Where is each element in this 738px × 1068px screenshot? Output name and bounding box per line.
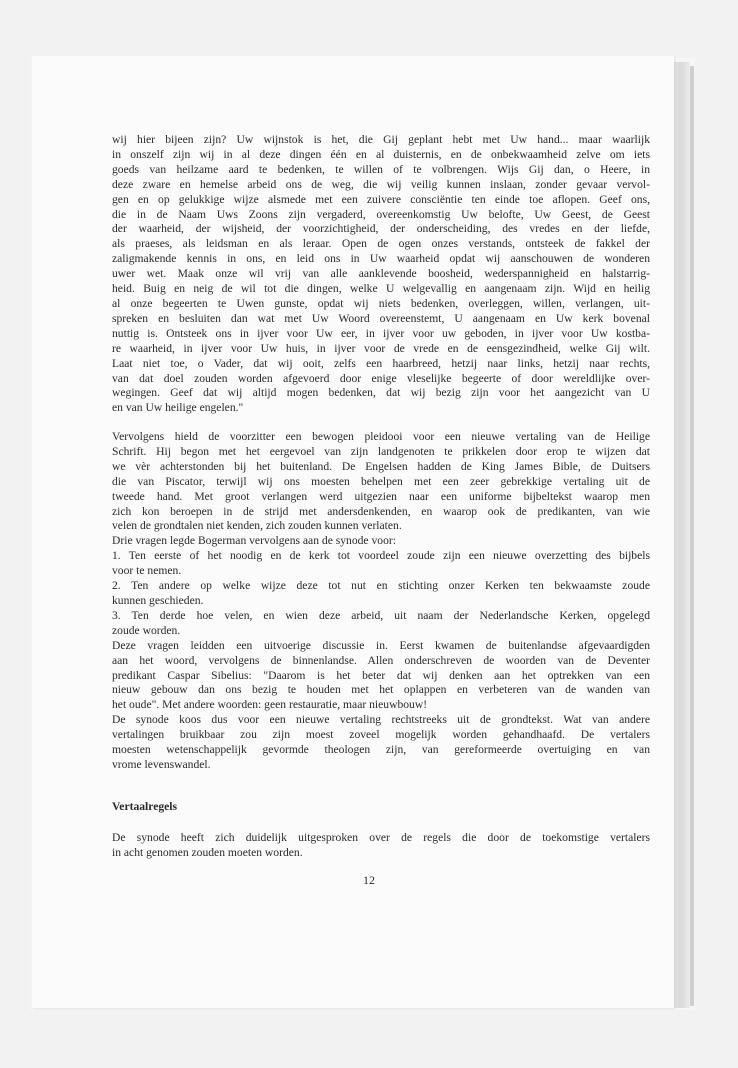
text-line: we vèr achterstonden bij het buitenland. De Engelsen hadden de King James Bible, de Duitsers — [112, 459, 650, 473]
page-edge-shadow — [690, 66, 694, 1006]
text-line: die in de Naam Uws Zoons zijn vergaderd, overeenkomstig Uw belofte, Uw Geest, de Geest — [112, 207, 650, 221]
text-line: van dat doel zouden worden afgevoerd door enige vleselijke begeerte of door wereldlijke over- — [112, 371, 650, 385]
text-line: heid. Buig en neig de wil tot die dingen, welke U welgevallig en aangenaam zijn. Wijd en heilig — [112, 282, 650, 296]
text-line: Laat niet toe, o Vader, dat wij ooit, zelfs een haarbreed, hetzij naar links, hetzij naar rechts, — [112, 356, 650, 370]
text-line: 1. Ten eerste of het noodig en de kerk tot voordeel zoude zijn een nieuwe overzetting des bijbels — [112, 549, 650, 563]
text-line: re waarheid, in ijver voor Uw huis, in ijver voor de vrede en de eensgezindheid, welke Gij wilt. — [112, 341, 650, 355]
text-line: Schrift. Hij begon met het eergevoel van zijn landgenoten te prikkelen door erop te wijzen dat — [112, 444, 650, 458]
prayer-paragraph — [112, 133, 650, 416]
text-line: der waarheid, der wijsheid, der voorzichtigheid, der onderscheiding, des vredes en der liefde, — [112, 222, 650, 236]
text-line: die van Piscator, terwijl wij ons moesten behelpen met een zeer gebrekkige vertaling uit de — [112, 474, 650, 488]
text-line: De synode koos dus voor een nieuwe vertaling rechtstreeks uit de grondtekst. Wat van andere — [112, 713, 650, 727]
text-line: De synode heeft zich duidelijk uitgesproken over de regels die door de toekomstige vertalers — [112, 831, 650, 844]
text-line: uwer wet. Maak onze wil vrij van alle aanklevende boosheid, wederspannigheid en halstarrig- — [112, 267, 650, 281]
text-line: velen de grondtalen niet kenden, zich zouden kunnen verlaten. — [112, 519, 402, 533]
text-line: Deze vragen leidden een uitvoerige discussie in. Eerst kwamen de buitenlandse afgevaardigden — [112, 638, 650, 652]
section-heading: Vertaalregels — [112, 800, 178, 813]
body-paragraph — [112, 430, 650, 773]
text-line: in onszelf zijn wij in al deze dingen één en al duisternis, en de onbekwaamheid zelve om iets — [112, 147, 650, 161]
text-line: zich kon beroepen in de strijd met andersdenkenden, en waarop ook de predikanten, van wie — [112, 504, 650, 518]
text-line: vrome levenswandel. — [112, 757, 211, 771]
closing-paragraph — [112, 831, 650, 861]
text-line: in acht genomen zouden moeten worden. — [112, 845, 303, 859]
text-line: kunnen geschieden. — [112, 593, 204, 607]
text-line: voor te nemen. — [112, 564, 182, 578]
text-line: nuttig is. Ontsteek ons in ijver voor Uw eer, in ijver voor uw geboden, in ijver voor Uw kostba- — [112, 326, 650, 340]
text-line: 3. Ten derde hoe velen, en wien deze arbeid, uit naam der Nederlandsche Kerken, opgelegd — [112, 608, 650, 622]
page-number: 12 — [363, 873, 375, 887]
text-line: vertalingen bruikbaar zou zijn moest zoveel mogelijk worden gehandhaafd. De vertalers — [112, 728, 650, 742]
text-line: nieuw gebouw dan ons bezig te houden met het oplappen en verbeteren van de wanden van — [112, 683, 650, 697]
page-edge — [672, 62, 690, 1008]
text-line: wegingen. Geef dat wij altijd mogen bedenken, dat wij bezig zijn voor het aangezicht van U — [112, 386, 650, 400]
text-line: Vervolgens hield de voorzitter een bewogen pleidooi voor een nieuwe vertaling van de Heilige — [112, 430, 650, 443]
text-line: goeds van heilzame aard te bedenken, te willen of te volbrengen. Wijs Gij dan, o Heere, in — [112, 162, 650, 176]
text-line: spreken en besluiten dan wat met Uw Woord overeenstemt, U aangenaam en Uw kerk bovenal — [112, 311, 650, 325]
text-line: 2. Ten andere op welke wijze deze tot nut en stichting onzer Kerken ten bekwaamste zoude — [112, 579, 650, 593]
text-line: tweede hand. Met groot verlangen werd uitgezien naar een uniforme bijbeltekst waarop men — [112, 489, 650, 503]
text-line: al onze begeerten te Uwen gunste, opdat wij niets bedenken, overleggen, willen, verlangen, uit- — [112, 296, 650, 310]
text-line: Drie vragen legde Bogerman vervolgens aan de synode voor: — [112, 534, 396, 548]
text-line: zoude worden. — [112, 623, 181, 637]
text-line: wij hier bijeen zijn? Uw wijnstok is het, die Gij geplant hebt met Uw hand... maar waarlijk — [112, 133, 650, 146]
text-line: en van Uw heilige engelen." — [112, 401, 244, 415]
text-line: predikant Caspar Sibelius: "Daarom is het beter dat wij denken aan het optrekken van een — [112, 668, 650, 682]
text-line: moesten wetenschappelijk gevormde theologen zijn, van gereformeerde overtuiging en van — [112, 743, 650, 757]
text-line: het oude". Met andere woorden: geen restauratie, maar nieuwbouw! — [112, 698, 428, 712]
text-line: gen en op gelukkige wijze alsmede met een zuivere consciëntie ten einde toe aflopen. Geef ons, — [112, 192, 650, 206]
text-line: deze zware en hemelse arbeid ons de weg, die wij veilig kunnen inslaan, zonder gevaar vervol- — [112, 177, 650, 191]
text-line: als praeses, als leidsman en als leraar. Open de ogen onzes verstands, ontsteek de fakkel der — [112, 237, 650, 251]
text-line: aan het woord, vervolgens de binnenlandse. Allen onderschreven de woorden van de Deventer — [112, 653, 650, 667]
text-line: zaligmakende kennis in ons, en leid ons in Uw waarheid opdat wij aanschouwen de wonderen — [112, 252, 650, 266]
